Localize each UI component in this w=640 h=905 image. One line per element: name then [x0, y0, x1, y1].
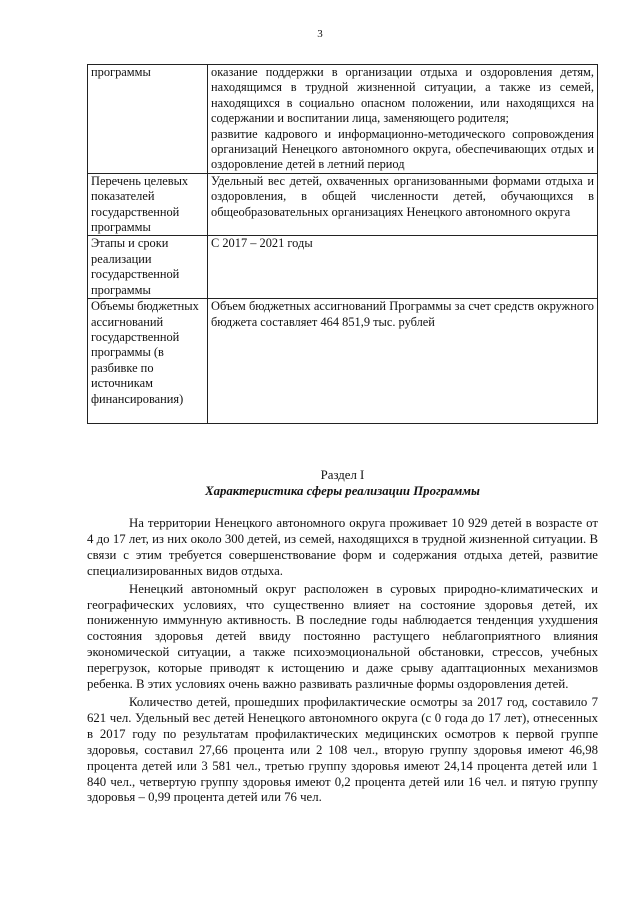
- section-title: Характеристика сферы реализации Программы: [205, 484, 480, 498]
- row-value: [208, 236, 598, 299]
- program-passport-table: [87, 64, 598, 424]
- body-paragraph: На территории Ненецкого автономного округа проживает 10 929 детей в возрасте от 4 до 17 лет, из них около 300 детей, из семей, находящихся в трудной жизненной ситуации. В связи с этим требуется совершенствование форм и содержания отдыха детей, развитие специализированных видов отдыха.: [87, 516, 598, 578]
- table-row: [88, 173, 598, 236]
- row-value: [208, 65, 598, 174]
- section-heading: [87, 467, 598, 499]
- row-value-paragraph: Удельный вес детей, охваченных организованными формами отдыха и оздоровления, в общей численности детей, обучающихся в общеобразовательных организациях Ненецкого автономного округа: [211, 173, 594, 219]
- table-row: [88, 65, 598, 174]
- row-label: программы: [88, 65, 208, 174]
- table-row: [88, 299, 598, 424]
- section-number: Раздел I: [320, 468, 365, 482]
- body-paragraph: Количество детей, прошедших профилактические осмотры за 2017 год, составило 7 621 чел. Удельный вес детей Ненецкого автономного округа (с 0 года до 17 лет), отнесенных в 2017 году по результатам профилактических медицинских осмотров к первой группе здоровья, составил 27,66 процента или 2 108 чел., вторую группу здоровья имеют 46,98 процента детей или 3 581 чел., третью группу здоровья имеют 24,14 процента детей или 1 840 чел., четвертую группу здоровья имеют 0,2 процента детей или 16 чел. и пятую группу здоровья – 0,99 процента детей или 76 чел.: [87, 694, 598, 805]
- row-value-paragraph: развитие кадрового и информационно-методического сопровождения организаций Ненецкого автономного округа, обеспечивающих отдых и оздоровление детей в летний период: [211, 126, 594, 172]
- row-label: Перечень целевых показателей государственной программы: [88, 173, 208, 236]
- row-value: [208, 299, 598, 424]
- table-row: [88, 236, 598, 299]
- row-label: Этапы и сроки реализации государственной программы: [88, 236, 208, 299]
- row-value-paragraph: С 2017 – 2021 годы: [211, 236, 313, 251]
- body-paragraph: Ненецкий автономный округ расположен в суровых природно-климатических и географических условиях, что существенно влияет на состояние здоровья детей, их пониженную иммунную активность. В последние годы наблюдается тенденция ухудшения состояния здоровья детей ввиду постоянно растущего неблагоприятного влияния экономической ситуации, а также психоэмоциональной обстановки, стрессов, учебных перегрузок, которые приводят к истощению и даже срыву адаптационных механизмов ребенка. В этих условиях очень важно развивать различные формы оздоровления детей.: [87, 581, 598, 692]
- section-body: [87, 516, 598, 808]
- page-number: 3: [317, 28, 323, 40]
- row-label: Объемы бюджетных ассигнований государственной программы (в разбивке по источникам финансирования): [88, 299, 208, 424]
- row-value-paragraph: оказание поддержки в организации отдыха и оздоровления детям, находящимся в трудной жизненной ситуации, а также из семей, находящихся в социально опасном положении, или находящихся на содержании и воспитании лица, заменяющего родителя;: [211, 65, 594, 126]
- row-value: [208, 173, 598, 236]
- row-value-paragraph: Объем бюджетных ассигнований Программы за счет средств окружного бюджета составляет 464 851,9 тыс. рублей: [211, 299, 594, 329]
